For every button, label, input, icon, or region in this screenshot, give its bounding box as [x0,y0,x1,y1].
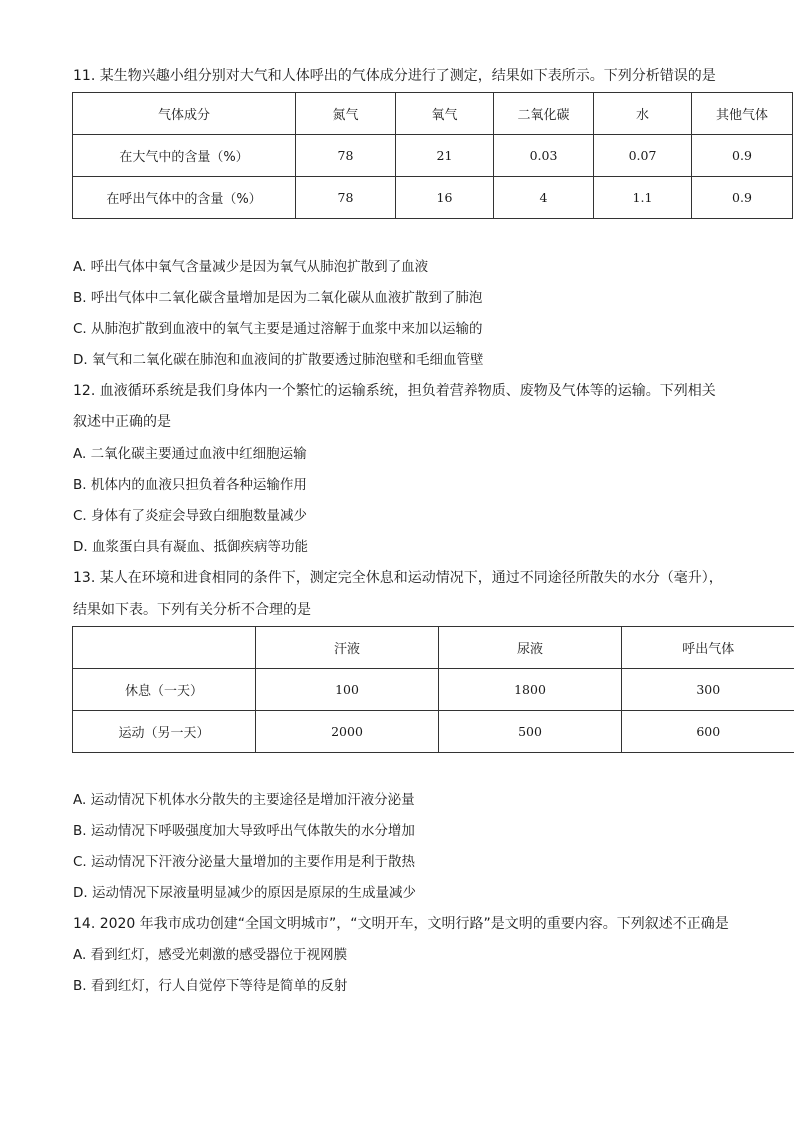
header-cell: 气体成分 [73,93,296,135]
table-cell: 1.1 [594,177,692,219]
question-13-option-b: B. 运动情况下呼吸强度加大导致呼出气体散失的水分增加 [73,823,415,839]
table-cell: 78 [296,177,396,219]
table-cell: 0.9 [692,177,793,219]
question-11-option-b: B. 呼出气体中二氧化碳含量增加是因为二氧化碳从血液扩散到了肺泡 [73,290,483,306]
header-cell: 呼出气体 [622,627,794,669]
header-cell: 氧气 [396,93,494,135]
question-12-option-c: C. 身体有了炎症会导致白细胞数量减少 [73,508,308,524]
table-cell: 600 [622,711,794,753]
question-14-stem: 14. 2020 年我市成功创建“全国文明城市”，“文明开车，文明行路”是文明的重要内容。下列叙述不正确是 [73,916,729,932]
question-13-option-c: C. 运动情况下汗液分泌量大量增加的主要作用是利于散热 [73,854,416,870]
question-11-option-d: D. 氧气和二氧化碳在肺泡和血液间的扩散要透过肺泡壁和毛细血管壁 [73,352,484,368]
question-14-option-b: B. 看到红灯，行人自觉停下等待是简单的反射 [73,978,348,994]
table-cell: 4 [494,177,594,219]
table-row [73,711,794,753]
table-header-row [73,93,793,135]
table-cell: 21 [396,135,494,177]
header-cell: 二氧化碳 [494,93,594,135]
row-label: 休息（一天） [73,669,256,711]
header-cell: 其他气体 [692,93,793,135]
question-12-stem: 12. 血液循环系统是我们身体内一个繁忙的运输系统，担负着营养物质、废物及气体等的运输。下列相关 [73,383,716,399]
water-loss-table [72,626,794,753]
question-12-option-b: B. 机体内的血液只担负着各种运输作用 [73,477,307,493]
table-cell: 300 [622,669,794,711]
table-cell: 1800 [439,669,622,711]
table-header-row [73,627,794,669]
header-cell: 水 [594,93,692,135]
gas-composition-table [72,92,793,219]
header-cell: 汗液 [256,627,439,669]
table-cell: 2000 [256,711,439,753]
header-cell [73,627,256,669]
question-12-option-a: A. 二氧化碳主要通过血液中红细胞运输 [73,446,307,462]
table-cell: 0.9 [692,135,793,177]
question-11-option-a: A. 呼出气体中氧气含量减少是因为氧气从肺泡扩散到了血液 [73,259,429,275]
question-13-stem-continued: 结果如下表。下列有关分析不合理的是 [73,602,311,618]
table-row [73,135,793,177]
table-row [73,669,794,711]
row-label: 在大气中的含量（%） [73,135,296,177]
table-row [73,177,793,219]
question-13-stem: 13. 某人在环境和进食相同的条件下，测定完全休息和运动情况下，通过不同途径所散失的水分（毫升）， [73,570,723,586]
table-cell: 16 [396,177,494,219]
table-cell: 100 [256,669,439,711]
question-13-option-a: A. 运动情况下机体水分散失的主要途径是增加汗液分泌量 [73,792,415,808]
table-cell: 500 [439,711,622,753]
question-14-option-a: A. 看到红灯，感受光刺激的感受器位于视网膜 [73,947,348,963]
row-label: 运动（另一天） [73,711,256,753]
question-11-option-c: C. 从肺泡扩散到血液中的氧气主要是通过溶解于血浆中来加以运输的 [73,321,483,337]
row-label: 在呼出气体中的含量（%） [73,177,296,219]
question-12-stem-continued: 叙述中正确的是 [73,414,171,430]
question-11-stem: 11. 某生物兴趣小组分别对大气和人体呼出的气体成分进行了测定，结果如下表所示。下列分析错误的是 [73,68,716,84]
question-13-option-d: D. 运动情况下尿液量明显减少的原因是原尿的生成量减少 [73,885,416,901]
table-cell: 0.07 [594,135,692,177]
question-12-option-d: D. 血浆蛋白具有凝血、抵御疾病等功能 [73,539,308,555]
header-cell: 氮气 [296,93,396,135]
header-cell: 尿液 [439,627,622,669]
table-cell: 78 [296,135,396,177]
table-cell: 0.03 [494,135,594,177]
